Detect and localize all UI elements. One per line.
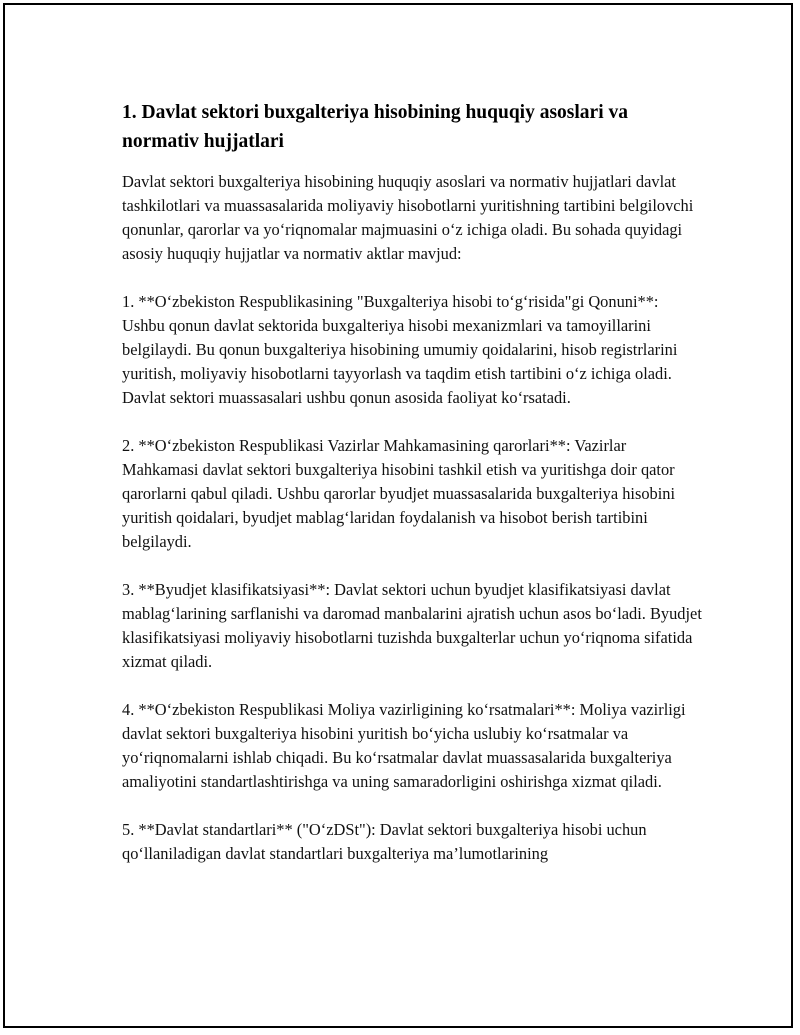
page-frame — [3, 3, 793, 1028]
list-item-5: 5. **Davlat standartlari** ("O‘zDSt"): Davlat sektori buxgalteriya hisobi uchun qo‘llaniladigan davlat standartlari buxgalteriya ma’lumotlarining — [122, 820, 647, 863]
intro-paragraph: Davlat sektori buxgalteriya hisobining huquqiy asoslari va normativ hujjatlari davlat tashkilotlari va muassasalarida moliyaviy hisobotlarni yuritishning tartibini belgilovchi qonunlar, qarorlar va yo‘riqnomalar majmuasini o‘z ichiga oladi. Bu sohada quyidagi asosiy huquqiy hujjatlar va normativ aktlar mavjud: — [122, 172, 694, 263]
list-item-4: 4. **O‘zbekiston Respublikasi Moliya vazirligining ko‘rsatmalari**: Moliya vazirligi davlat sektori buxgalteriya hisobini yuritish bo‘yicha uslubiy ko‘rsatmalar va yo‘riqnomalarni ishlab chiqadi. Bu ko‘rsatmalar davlat muassasalarida buxgalteriya amaliyotini standartlashtirishga va uning samaradorligini oshirishga xizmat qiladi. — [122, 700, 686, 791]
document-body — [122, 98, 702, 890]
list-item-3: 3. **Byudjet klasifikatsiyasi**: Davlat sektori uchun byudjet klasifikatsiyasi davlat mablag‘larining sarflanishi va daromad manbalarini ajratish uchun asos bo‘ladi. Byudjet klasifikatsiyasi moliyaviy hisobotlarni tuzishda buxgalterlar uchun yo‘riqnoma sifatida xizmat qiladi. — [122, 580, 702, 671]
list-item-2: 2. **O‘zbekiston Respublikasi Vazirlar Mahkamasining qarorlari**: Vazirlar Mahkamasi davlat sektori buxgalteriya hisobini tashkil etish va yuritishga doir qator qarorlarni qabul qiladi. Ushbu qarorlar byudjet muassasalarida buxgalteriya hisobini yuritish qoidalari, byudjet mablag‘laridan foydalanish va hisobot berish tartibini belgilaydi. — [122, 436, 676, 551]
document-title: 1. Davlat sektori buxgalteriya hisobining huquqiy asoslari va normativ hujjatlari — [122, 102, 629, 152]
list-item-1: 1. **O‘zbekiston Respublikasining "Buxgalteriya hisobi to‘g‘risida"gi Qonuni**: Ushbu qonun davlat sektorida buxgalteriya hisobi mexanizmlari va tamoyillarini belgilaydi. Bu qonun buxgalteriya hisobining umumiy qoidalarini, hisob registrlarini yuritish, moliyaviy hisobotlarni tayyorlash va taqdim etish tartibini o‘z ichiga oladi. Davlat sektori muassasalari ushbu qonun asosida faoliyat ko‘rsatadi. — [122, 292, 678, 407]
